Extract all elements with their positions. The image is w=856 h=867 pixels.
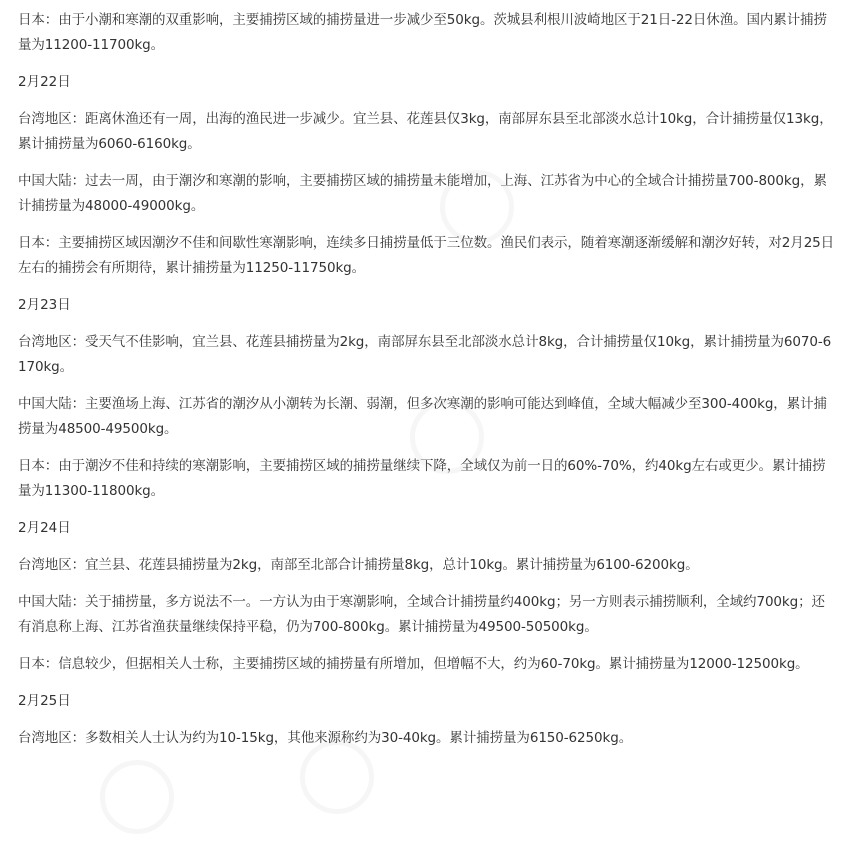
- date-heading-0224: 2月24日: [18, 520, 71, 536]
- paragraph-mainland-0224: 中国大陆：关于捕捞量，多方说法不一。一方认为由于寒潮影响，全域合计捕捞量约400kg；另一方则表示捕捞顺利，全域约700kg；还有消息称上海、江苏省渔获量继续保持平稳，仍为700-800kg。累计捕捞量为49500-50500kg。: [18, 594, 825, 635]
- date-heading-0222: 2月22日: [18, 74, 71, 90]
- paragraph-taiwan-0223: 台湾地区：受天气不佳影响，宜兰县、花莲县捕捞量为2kg，南部屏东县至北部淡水总计8kg，合计捕捞量仅10kg，累计捕捞量为6070-6170kg。: [18, 334, 832, 375]
- paragraph-mainland-0222: 中国大陆：过去一周，由于潮汐和寒潮的影响，主要捕捞区域的捕捞量未能增加，上海、江苏省为中心的全域合计捕捞量700-800kg，累计捕捞量为48000-49000kg。: [18, 173, 827, 214]
- paragraph-japan-0221: 日本：由于小潮和寒潮的双重影响，主要捕捞区域的捕捞量进一步减少至50kg。茨城县利根川波崎地区于21日-22日休渔。国内累计捕捞量为11200-11700kg。: [18, 12, 827, 53]
- paragraph-japan-0224: 日本：信息较少，但据相关人士称，主要捕捞区域的捕捞量有所增加，但增幅不大，约为60-70kg。累计捕捞量为12000-12500kg。: [18, 656, 809, 672]
- date-heading-0223: 2月23日: [18, 297, 71, 313]
- paragraph-taiwan-0225: 台湾地区：多数相关人士认为约为10-15kg，其他来源称约为30-40kg。累计捕捞量为6150-6250kg。: [18, 730, 633, 746]
- paragraph-japan-0223: 日本：由于潮汐不佳和持续的寒潮影响，主要捕捞区域的捕捞量继续下降，全域仅为前一日的60%-70%，约40kg左右或更少。累计捕捞量为11300-11800kg。: [18, 458, 826, 499]
- paragraph-taiwan-0222: 台湾地区：距离休渔还有一周，出海的渔民进一步减少。宜兰县、花莲县仅3kg，南部屏东县至北部淡水总计10kg，合计捕捞量仅13kg，累计捕捞量为6060-6160kg。: [18, 111, 833, 152]
- paragraph-taiwan-0224: 台湾地区：宜兰县、花莲县捕捞量为2kg，南部至北部合计捕捞量8kg，总计10kg。累计捕捞量为6100-6200kg。: [18, 557, 699, 573]
- paragraph-japan-0222: 日本：主要捕捞区域因潮汐不佳和间歇性寒潮影响，连续多日捕捞量低于三位数。渔民们表示，随着寒潮逐渐缓解和潮汐好转，对2月25日左右的捕捞会有所期待，累计捕捞量为11250-11750kg。: [18, 235, 835, 276]
- paragraph-mainland-0223: 中国大陆：主要渔场上海、江苏省的潮汐从小潮转为长潮、弱潮，但多次寒潮的影响可能达到峰值，全域大幅减少至300-400kg，累计捕捞量为48500-49500kg。: [18, 396, 827, 437]
- date-heading-0225: 2月25日: [18, 693, 71, 709]
